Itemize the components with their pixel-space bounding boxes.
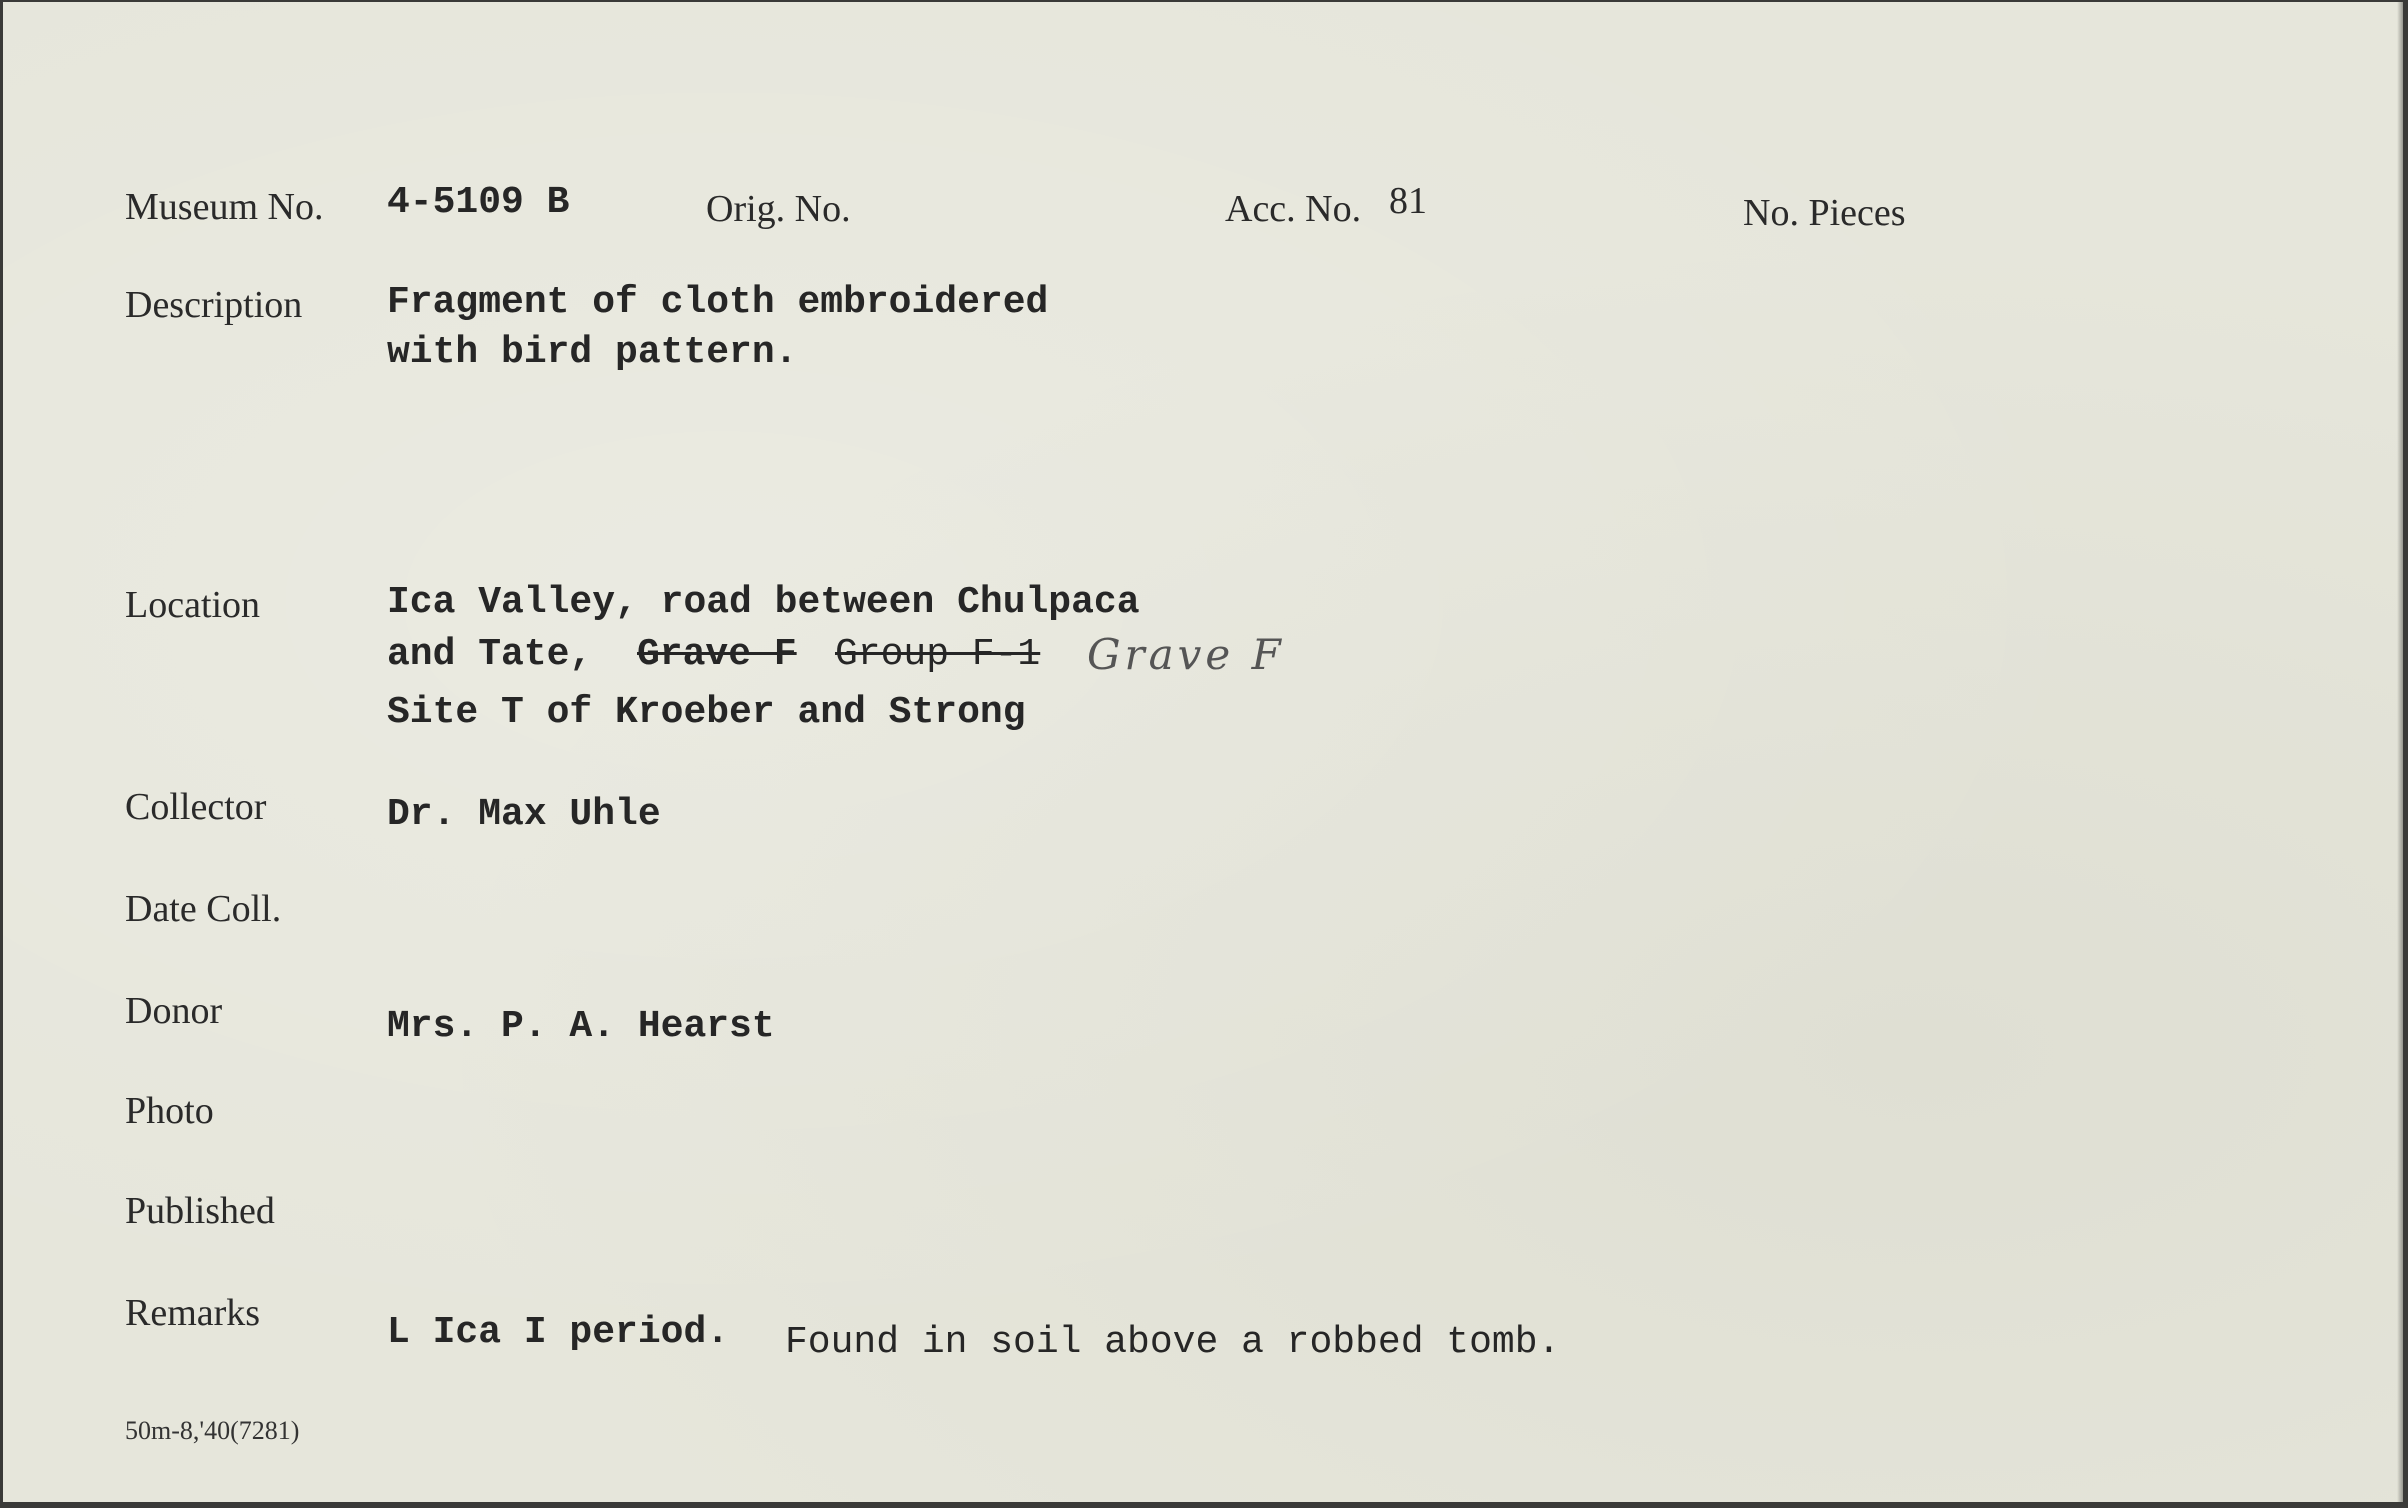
published-label: Published: [125, 1190, 275, 1232]
remarks-label: Remarks: [125, 1292, 261, 1334]
remarks-value-2: Found in soil above a robbed tomb.: [785, 1321, 1561, 1364]
orig-no-label: Orig. No.: [706, 188, 851, 230]
location-label: Location: [125, 584, 261, 626]
photo-label: Photo: [125, 1090, 214, 1132]
remarks-value-1: L Ica I period.: [387, 1311, 730, 1354]
location-line-3: Site T of Kroeber and Strong: [387, 691, 1026, 734]
location-handwritten-grave: Grave F: [1087, 630, 1285, 679]
description-line-2: with bird pattern.: [387, 331, 798, 374]
no-pieces-label: No. Pieces: [1743, 192, 1906, 234]
location-line-2-prefix: and Tate,: [387, 633, 593, 676]
museum-no-value: 4-5109 B: [387, 181, 570, 224]
collector-label: Collector: [125, 786, 267, 828]
card-edge-shadow: [2397, 2, 2403, 1502]
catalog-card: [3, 2, 2403, 1502]
acc-no-value: 81: [1389, 180, 1427, 222]
date-coll-label: Date Coll.: [125, 888, 282, 930]
collector-value: Dr. Max Uhle: [387, 793, 661, 836]
donor-label: Donor: [125, 990, 223, 1032]
donor-value: Mrs. P. A. Hearst: [387, 1005, 775, 1048]
acc-no-label: Acc. No.: [1225, 188, 1362, 230]
museum-no-label: Museum No.: [125, 186, 324, 228]
description-label: Description: [125, 284, 303, 326]
location-struck-grave: Grave F: [637, 633, 797, 676]
description-line-1: Fragment of cloth embroidered: [387, 281, 1049, 324]
location-line-1: Ica Valley, road between Chulpaca: [387, 581, 1140, 624]
footer-print-code: 50m-8,'40(7281): [125, 1416, 300, 1445]
location-struck-group: Group F-1: [835, 633, 1041, 676]
